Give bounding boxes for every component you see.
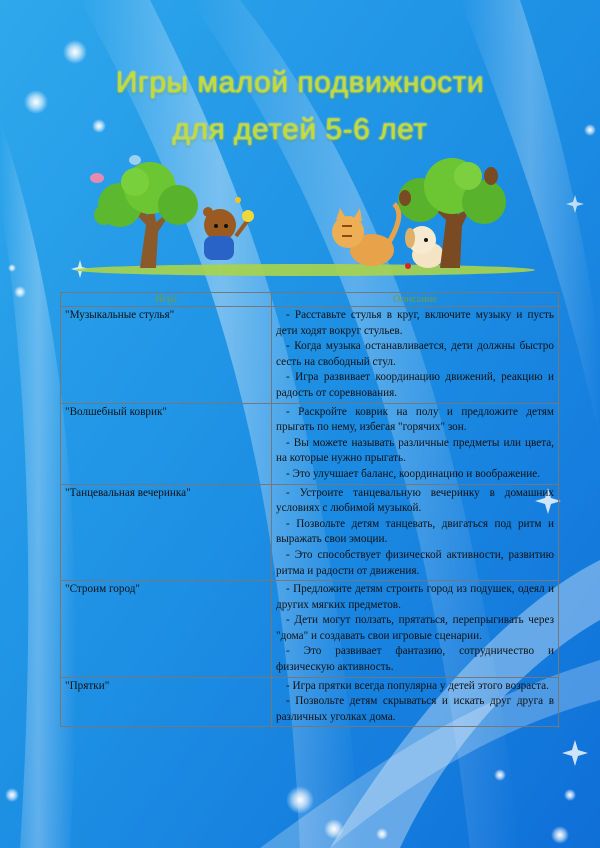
game-description xyxy=(272,307,559,404)
header-description: Описание xyxy=(272,293,559,307)
game-name: "Музыкальные стулья" xyxy=(61,307,272,404)
description-line: - Раскройте коврик на полу и предложите детям прыгать по нему, избегая "горячих" зон. xyxy=(276,405,554,434)
game-name: "Волшебный коврик" xyxy=(61,403,272,484)
description-line: - Это улучшает баланс, координацию и воображение. xyxy=(286,467,541,480)
table-row xyxy=(61,484,559,581)
page-title-line-1: Игры малой подвижности xyxy=(115,66,485,99)
description-line: - Позвольте детям танцевать, двигаться под ритм и выражать свои эмоции. xyxy=(276,517,554,546)
table-header-row xyxy=(61,293,559,307)
table-row xyxy=(61,581,559,678)
description-line: - Это развивает фантазию, сотрудничество и физическую активность. xyxy=(276,645,554,674)
game-description xyxy=(272,403,559,484)
left-tree-icon xyxy=(94,162,198,268)
description-line: - Устроите танцевальную вечеринку в домашних условиях с любимой музыкой. xyxy=(276,486,554,515)
description-line: - Когда музыка останавливается, дети должны быстро сесть на свободный стул. xyxy=(276,340,554,368)
illustration-scene xyxy=(0,150,600,280)
puppy-icon xyxy=(405,226,444,268)
description-line: - Дети могут ползать, прятаться, перепрыгивать через "дома" и создавать свои игровые сценарии. xyxy=(276,614,554,642)
table-row xyxy=(61,677,559,727)
description-line: - Игра развивает координацию движений, реакцию и радость от соревнования. xyxy=(276,371,554,399)
description-line: - Вы можете называть различные предметы или цвета, на которые нужно прыгать. xyxy=(276,436,554,465)
bear-with-flower-icon xyxy=(203,197,254,260)
description-line: - Игра прятки всегда популярна у детей этого возраста. xyxy=(286,679,549,692)
table-row xyxy=(61,307,559,404)
header-game: Игра xyxy=(61,293,272,307)
description-line: - Это способствует физической активности, развитию ритма и радости от движения. xyxy=(276,548,554,577)
game-description xyxy=(272,677,559,727)
game-description xyxy=(272,581,559,678)
game-name: "Строим город" xyxy=(61,581,272,678)
game-name: "Танцевальная вечеринка" xyxy=(61,484,272,581)
description-line: - Позвольте детям скрываться и искать друг друга в различных уголках дома. xyxy=(276,695,554,723)
description-line: - Предложите детям строить город из подушек, одеял и других мягких предметов. xyxy=(276,583,554,611)
table-row xyxy=(61,403,559,484)
page-title-line-2: для детей 5-6 лет xyxy=(172,113,428,146)
games-table xyxy=(60,292,559,727)
game-description xyxy=(272,484,559,581)
tiger-cat-icon xyxy=(332,204,411,269)
game-name: "Прятки" xyxy=(61,677,272,727)
description-line: - Расставьте стулья в круг, включите музыку и пусть дети ходят вокруг стульев. xyxy=(276,309,554,337)
